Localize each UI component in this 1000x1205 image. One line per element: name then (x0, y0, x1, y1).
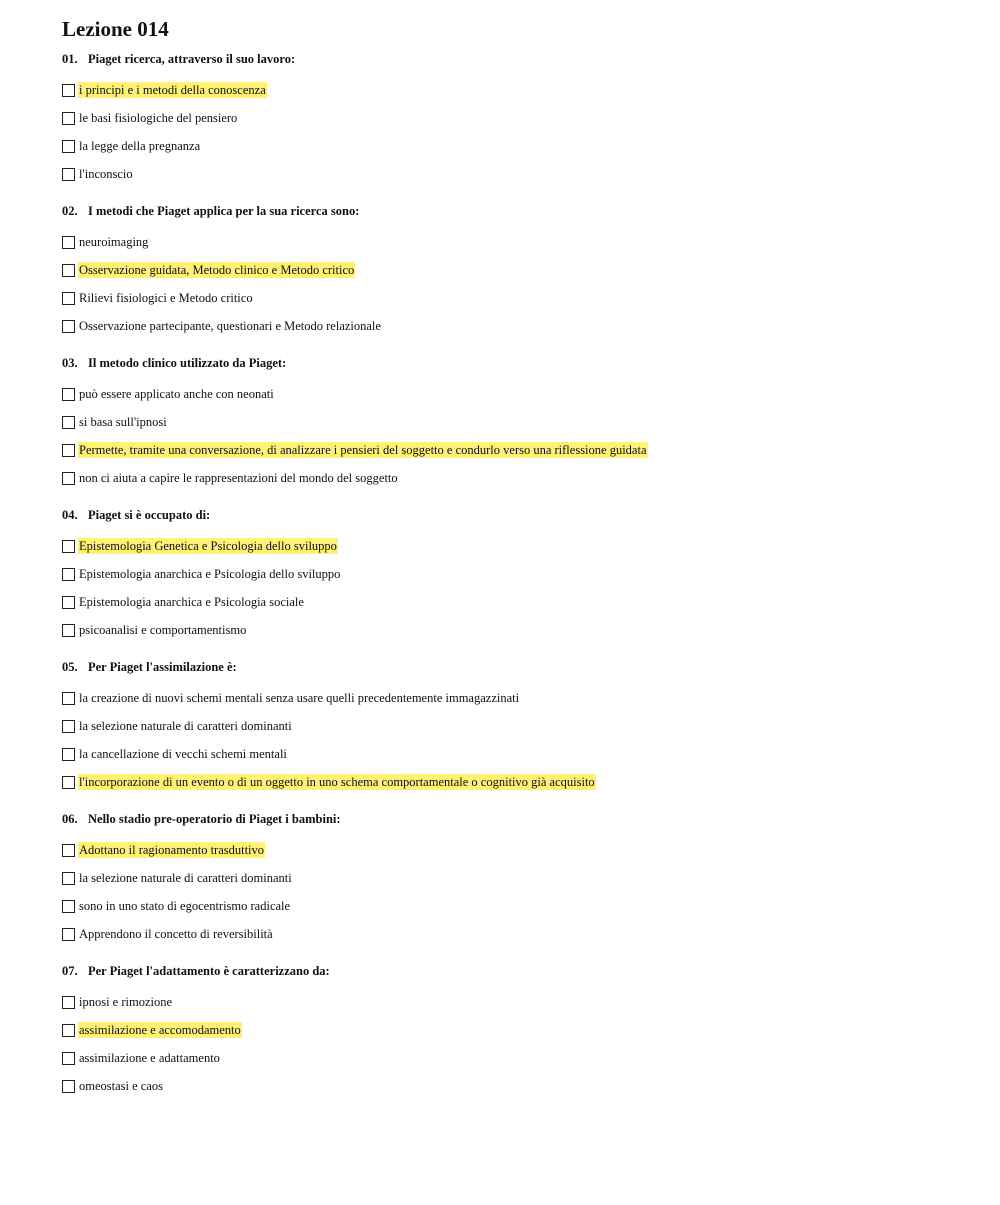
question-heading (62, 202, 962, 220)
answer-text: l'inconscio (79, 167, 133, 181)
answer-option[interactable] (62, 616, 962, 644)
question-number: 04. (62, 508, 78, 522)
question-heading (62, 810, 962, 828)
checkbox[interactable] (62, 540, 75, 553)
answer-option[interactable] (62, 104, 962, 132)
question-list (62, 50, 962, 1100)
answer-text-correct: l'incorporazione di un evento o di un oggetto in uno schema comportamentale o cognitivo già acquisito (79, 775, 595, 789)
checkbox[interactable] (62, 624, 75, 637)
answer-text: Osservazione partecipante, questionari e Metodo relazionale (79, 319, 381, 333)
answer-option[interactable] (62, 560, 962, 588)
answer-text-correct: Osservazione guidata, Metodo clinico e Metodo critico (79, 263, 355, 277)
checkbox[interactable] (62, 320, 75, 333)
answer-text: la cancellazione di vecchi schemi mentali (79, 747, 287, 761)
answer-text: la selezione naturale di caratteri dominanti (79, 719, 292, 733)
checkbox[interactable] (62, 168, 75, 181)
question-number: 02. (62, 204, 78, 218)
checkbox[interactable] (62, 416, 75, 429)
answer-text: Epistemologia anarchica e Psicologia sociale (79, 595, 304, 609)
answer-option[interactable] (62, 920, 962, 948)
answer-option[interactable] (62, 588, 962, 616)
answer-text: Apprendono il concetto di reversibilità (79, 927, 273, 941)
answer-text: la legge della pregnanza (79, 139, 201, 153)
answer-option[interactable] (62, 256, 962, 284)
answer-text: la selezione naturale di caratteri dominanti (79, 871, 292, 885)
question-number: 01. (62, 52, 78, 66)
answer-option[interactable] (62, 380, 962, 408)
answer-option[interactable] (62, 864, 962, 892)
answer-text: ipnosi e rimozione (79, 995, 173, 1009)
question-number: 05. (62, 660, 78, 674)
answer-option[interactable] (62, 892, 962, 920)
question-block (62, 202, 962, 340)
question-heading (62, 658, 962, 676)
question-text: Per Piaget l'adattamento è caratterizzano da: (88, 964, 330, 978)
checkbox[interactable] (62, 1080, 75, 1093)
question-text: Per Piaget l'assimilazione è: (88, 660, 237, 674)
answer-text: non ci aiuta a capire le rappresentazioni del mondo del soggetto (79, 471, 398, 485)
question-number: 07. (62, 964, 78, 978)
answer-text-correct: Permette, tramite una conversazione, di analizzare i pensieri del soggetto e condurlo verso una riflessione guidata (79, 443, 647, 457)
question-text: Nello stadio pre-operatorio di Piaget i bambini: (88, 812, 341, 826)
question-number: 03. (62, 356, 78, 370)
question-block (62, 50, 962, 188)
checkbox[interactable] (62, 264, 75, 277)
answer-text: Epistemologia anarchica e Psicologia dello sviluppo (79, 567, 341, 581)
question-number: 06. (62, 812, 78, 826)
answer-option[interactable] (62, 712, 962, 740)
checkbox[interactable] (62, 996, 75, 1009)
answer-text: si basa sull'ipnosi (79, 415, 167, 429)
question-block (62, 658, 962, 796)
checkbox[interactable] (62, 1052, 75, 1065)
checkbox[interactable] (62, 1024, 75, 1037)
checkbox[interactable] (62, 900, 75, 913)
question-block (62, 810, 962, 948)
checkbox[interactable] (62, 388, 75, 401)
answer-option[interactable] (62, 160, 962, 188)
answer-option[interactable] (62, 408, 962, 436)
checkbox[interactable] (62, 444, 75, 457)
question-heading (62, 962, 962, 980)
checkbox[interactable] (62, 692, 75, 705)
checkbox[interactable] (62, 112, 75, 125)
answer-option[interactable] (62, 1072, 962, 1100)
answer-text: Rilievi fisiologici e Metodo critico (79, 291, 253, 305)
question-heading (62, 354, 962, 372)
checkbox[interactable] (62, 140, 75, 153)
question-block (62, 962, 962, 1100)
answer-option[interactable] (62, 228, 962, 256)
answer-option[interactable] (62, 1044, 962, 1072)
checkbox[interactable] (62, 748, 75, 761)
answer-option[interactable] (62, 740, 962, 768)
answer-text: assimilazione e adattamento (79, 1051, 220, 1065)
answer-option[interactable] (62, 76, 962, 104)
answer-option[interactable] (62, 436, 962, 464)
answer-text: le basi fisiologiche del pensiero (79, 111, 238, 125)
checkbox[interactable] (62, 236, 75, 249)
answer-text-correct: i principi e i metodi della conoscenza (79, 83, 266, 97)
answer-text: può essere applicato anche con neonati (79, 387, 274, 401)
quiz-document (62, 16, 962, 1114)
question-heading (62, 506, 962, 524)
checkbox[interactable] (62, 844, 75, 857)
checkbox[interactable] (62, 720, 75, 733)
question-block (62, 506, 962, 644)
answer-option[interactable] (62, 1016, 962, 1044)
answer-text: omeostasi e caos (79, 1079, 164, 1093)
answer-option[interactable] (62, 312, 962, 340)
answer-text: neuroimaging (79, 235, 149, 249)
checkbox[interactable] (62, 776, 75, 789)
answer-text-correct: Epistemologia Genetica e Psicologia dello sviluppo (79, 539, 337, 553)
answer-option[interactable] (62, 836, 962, 864)
answer-option[interactable] (62, 988, 962, 1016)
answer-option[interactable] (62, 532, 962, 560)
answer-option[interactable] (62, 132, 962, 160)
page-title: Lezione 014 (62, 17, 169, 41)
answer-text-correct: assimilazione e accomodamento (79, 1023, 241, 1037)
answer-text-correct: Adottano il ragionamento trasduttivo (79, 843, 265, 857)
question-block (62, 354, 962, 492)
checkbox[interactable] (62, 568, 75, 581)
answer-option[interactable] (62, 284, 962, 312)
checkbox[interactable] (62, 596, 75, 609)
question-text: Piaget si è occupato di: (88, 508, 211, 522)
question-text: Il metodo clinico utilizzato da Piaget: (88, 356, 287, 370)
answer-option[interactable] (62, 464, 962, 492)
checkbox[interactable] (62, 292, 75, 305)
checkbox[interactable] (62, 84, 75, 97)
answer-option[interactable] (62, 768, 962, 796)
answer-text: psicoanalisi e comportamentismo (79, 623, 247, 637)
answer-text: sono in uno stato di egocentrismo radicale (79, 899, 291, 913)
checkbox[interactable] (62, 872, 75, 885)
checkbox[interactable] (62, 472, 75, 485)
answer-option[interactable] (62, 684, 962, 712)
checkbox[interactable] (62, 928, 75, 941)
question-heading (62, 50, 962, 68)
answer-text: la creazione di nuovi schemi mentali senza usare quelli precedentemente immagazzinati (79, 691, 520, 705)
question-text: Piaget ricerca, attraverso il suo lavoro: (88, 52, 296, 66)
question-text: I metodi che Piaget applica per la sua ricerca sono: (88, 204, 360, 218)
